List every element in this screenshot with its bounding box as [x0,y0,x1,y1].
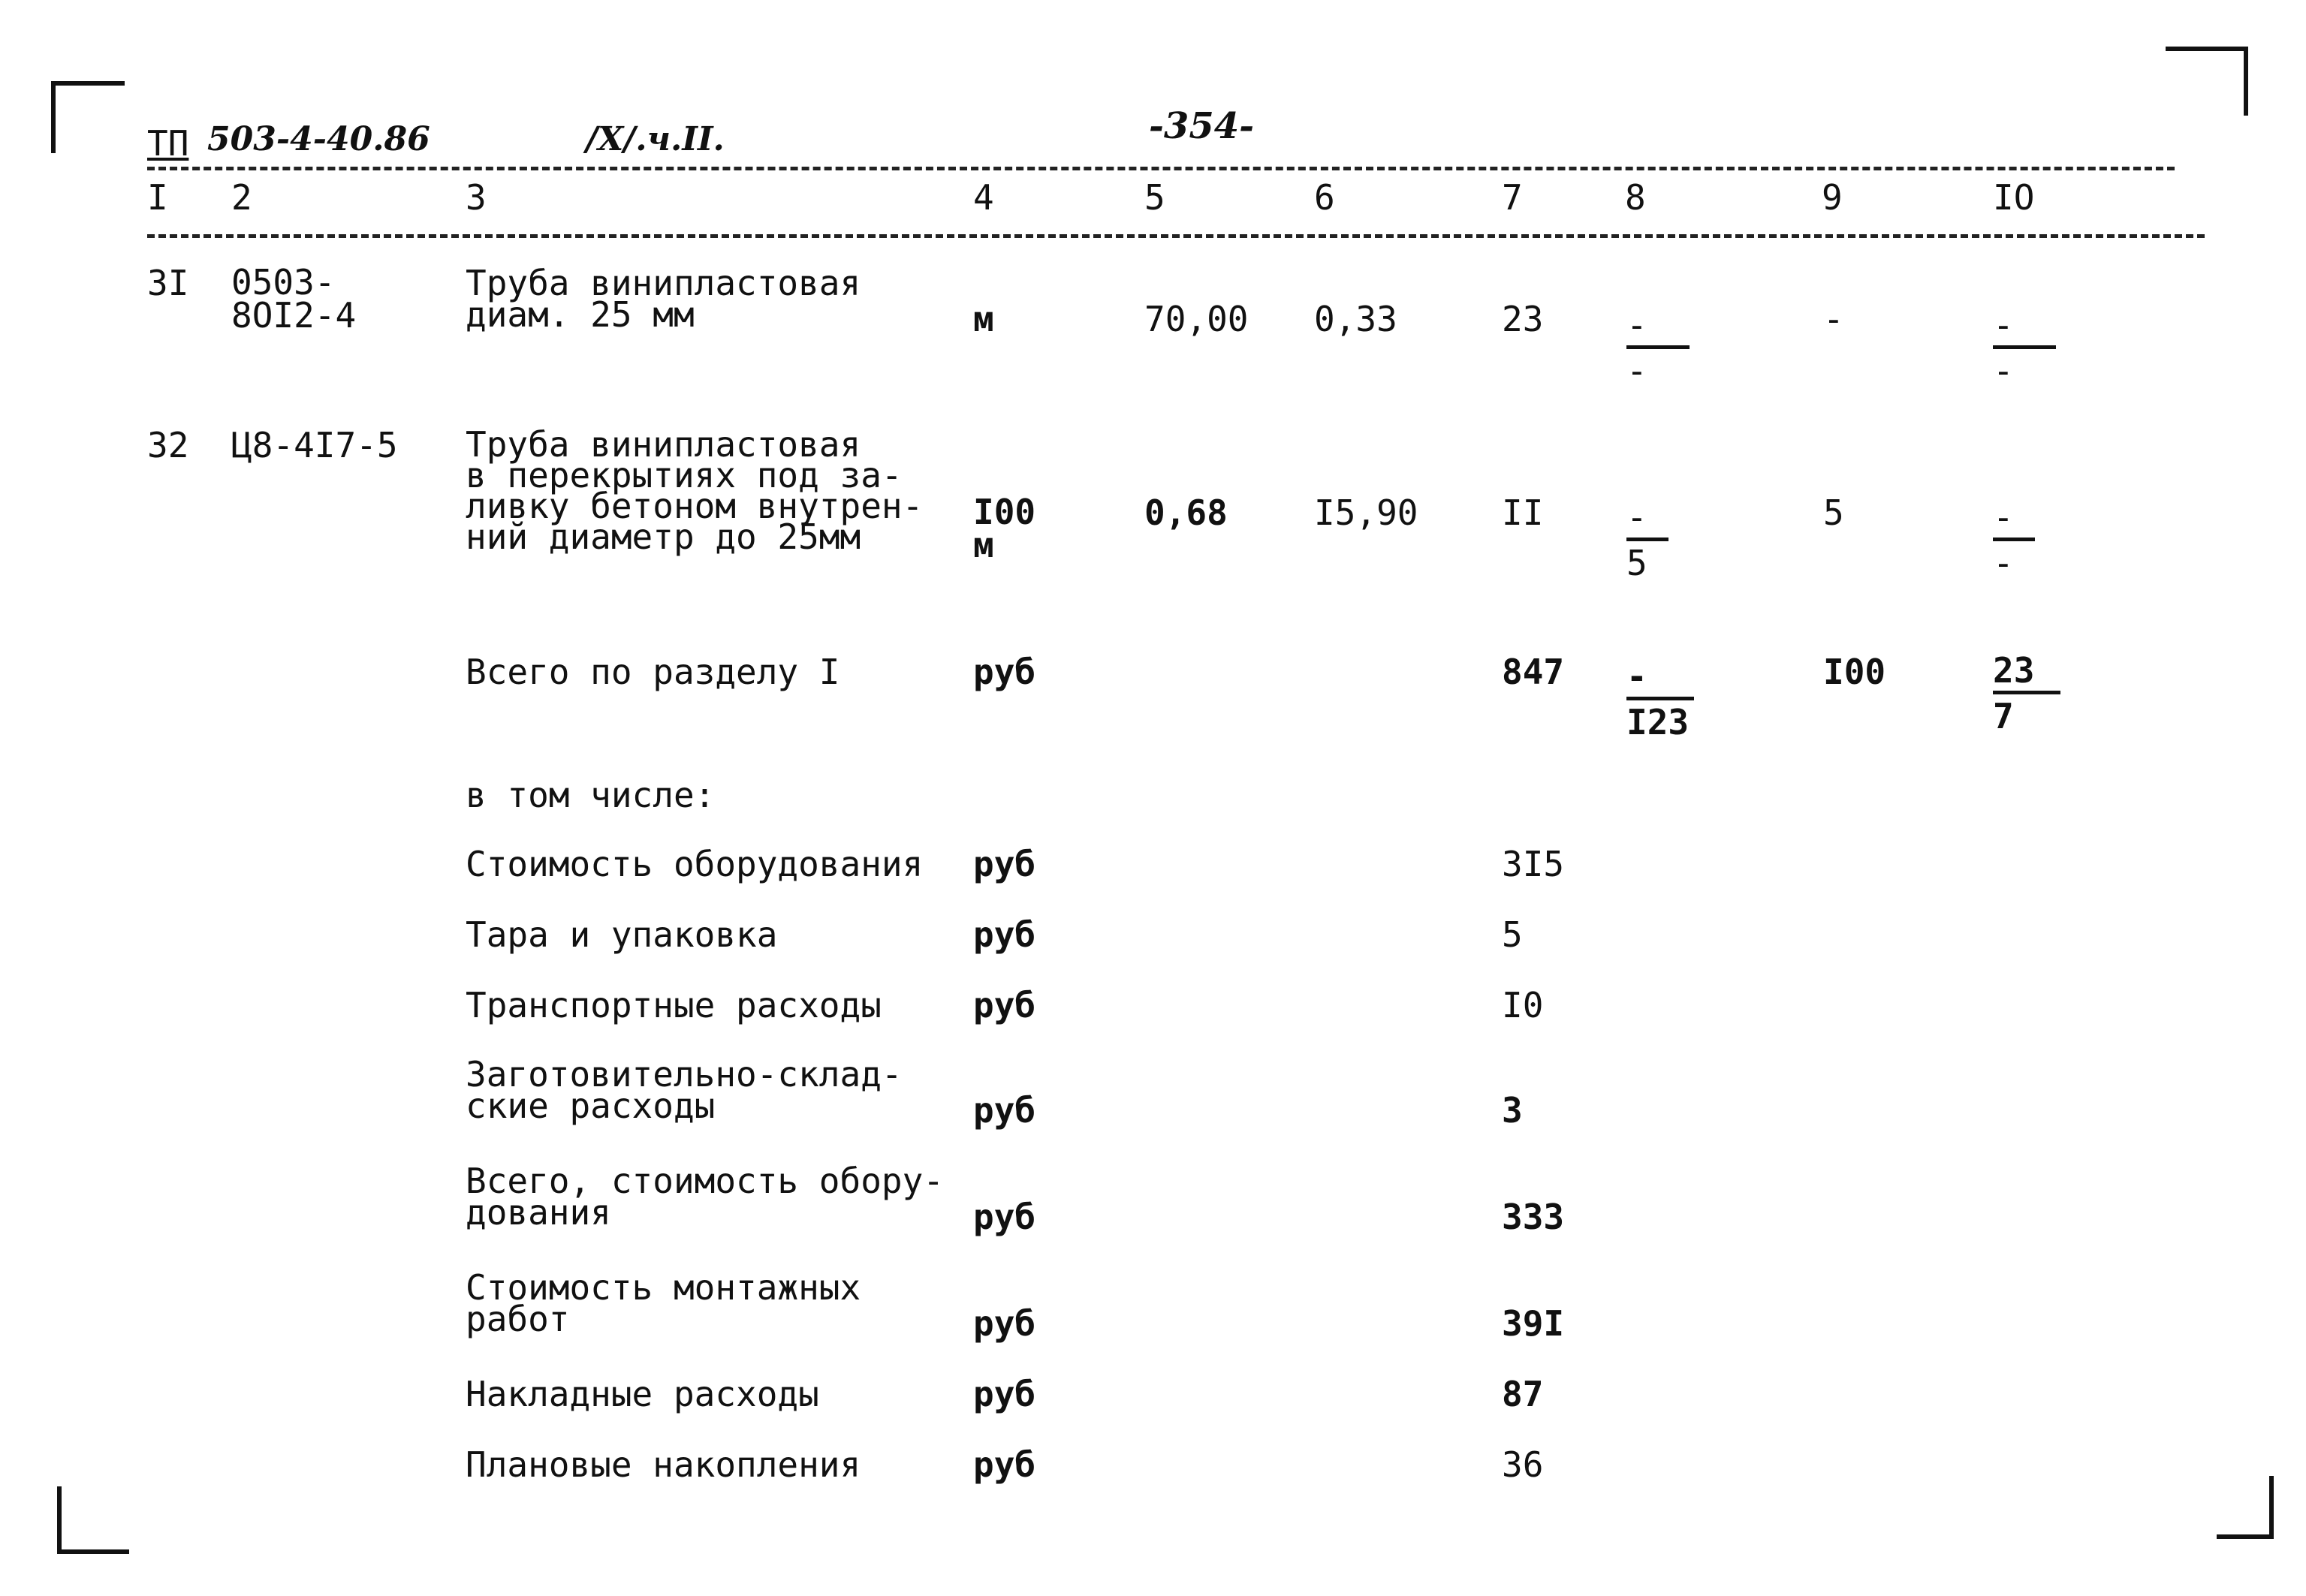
corner-mark-bottom-right [2269,1476,2274,1539]
column-number: IO [1993,177,2035,218]
column-number: I [147,177,168,218]
row-code: 0503- 8OI2-4 [231,262,357,336]
doc-prefix: ТП [147,123,189,164]
fraction-numerator: - [1993,305,2014,345]
fraction-numerator: - [1626,305,1647,345]
breakdown-unit: руб [973,985,1036,1025]
column-number: 5 [1144,177,1165,218]
breakdown-value: 5 [1502,914,1523,955]
fraction-numerator: - [1626,656,1647,697]
row-unit: I00 м [973,492,1036,565]
fraction-bar [1626,345,1690,349]
breakdown-label: Заготовительно-склад- ские расходы [466,1054,903,1126]
column-number: 3 [466,177,487,218]
row-unit: м [973,299,994,339]
breakdown-unit: руб [973,1303,1036,1344]
corner-mark-top-left [51,81,125,86]
breakdown-label: Плановые накопления [466,1444,861,1485]
row-number: 32 [147,425,189,465]
row-price: 0,33 [1314,299,1397,339]
column-number: 4 [973,177,994,218]
corner-mark-bottom-left [57,1549,129,1554]
fraction-numerator: - [1626,497,1647,538]
breakdown-label: Накладные расходы [466,1374,819,1414]
row-quantity: 0,68 [1144,492,1228,533]
row-col8-fraction [1626,497,1709,583]
including-label: в том числе: [466,775,716,815]
row-total: II [1502,492,1544,533]
column-number: 6 [1314,177,1335,218]
row-col10-fraction [1993,497,2075,583]
row-col9: - [1823,299,1844,339]
header-dashed-rule [147,167,2175,170]
fraction-denominator: 5 [1626,543,1647,583]
row-quantity: 70,00 [1144,299,1249,339]
fraction-denominator: I23 [1626,702,1690,742]
breakdown-value: I0 [1502,985,1544,1025]
column-number: 2 [231,177,252,218]
section-total-unit: руб [973,652,1036,692]
breakdown-value: 333 [1502,1197,1565,1237]
fraction-bar [1626,538,1668,541]
corner-mark-bottom-left [57,1486,62,1554]
fraction-bar [1993,345,2056,349]
column-number: 7 [1502,177,1523,218]
breakdown-unit: руб [973,914,1036,955]
row-col8-fraction [1626,305,1709,391]
breakdown-unit: руб [973,1444,1036,1485]
fraction-denominator: 7 [1993,696,2014,736]
breakdown-value: 39I [1502,1303,1565,1344]
breakdown-label: Стоимость оборудования [466,844,924,884]
page-number: -354- [1149,105,1255,147]
column-number: 9 [1822,177,1843,218]
corner-mark-bottom-right [2217,1534,2274,1539]
breakdown-label: Всего, стоимость обору- дования [466,1161,944,1233]
breakdown-label: Транспортные расходы [466,985,882,1025]
fraction-denominator: - [1993,351,2014,391]
section-total-value: 847 [1502,652,1565,692]
corner-mark-top-right [2166,47,2248,51]
row-price: I5,90 [1314,492,1418,533]
fraction-numerator: 23 [1993,650,2035,691]
row-col10-fraction [1993,305,2075,391]
column-number: 8 [1625,177,1646,218]
breakdown-value: 87 [1502,1374,1544,1414]
breakdown-label: Тара и упаковка [466,914,778,955]
column-dashed-rule [147,234,2205,238]
doc-number: 503-4-40.86 [207,120,430,158]
row-total: 23 [1502,299,1544,339]
fraction-bar [1626,697,1694,700]
breakdown-label: Стоимость монтажных работ [466,1267,861,1339]
row-description: Труба винипластовая в перекрытиях под за- ливку бетоном внутрен- ний диаметр до 25мм [466,424,924,557]
breakdown-unit: руб [973,844,1036,884]
corner-mark-top-left [51,81,56,153]
breakdown-value: 3 [1502,1090,1523,1131]
row-code: Ц8-4I7-5 [231,425,398,465]
breakdown-unit: руб [973,1090,1036,1131]
fraction-numerator: - [1993,497,2014,538]
row-number: 3I [147,263,189,303]
breakdown-value: 36 [1502,1444,1544,1485]
breakdown-unit: руб [973,1197,1036,1237]
breakdown-value: 3I5 [1502,844,1565,884]
section-total-label: Всего по разделу I [466,652,840,692]
section-total-col10-fraction [1993,650,2075,736]
fraction-bar [1993,538,2035,541]
fraction-denominator: - [1626,351,1647,391]
fraction-bar [1993,691,2060,694]
row-description: Труба винипластовая диам. 25 мм [466,263,861,335]
doc-part: /X/.ч.II. [586,120,725,158]
section-total-col9: I00 [1823,652,1886,692]
breakdown-unit: руб [973,1374,1036,1414]
corner-mark-top-right [2244,47,2248,116]
section-total-col8-fraction [1626,656,1709,742]
fraction-denominator: - [1993,543,2014,583]
row-col9: 5 [1823,492,1844,533]
